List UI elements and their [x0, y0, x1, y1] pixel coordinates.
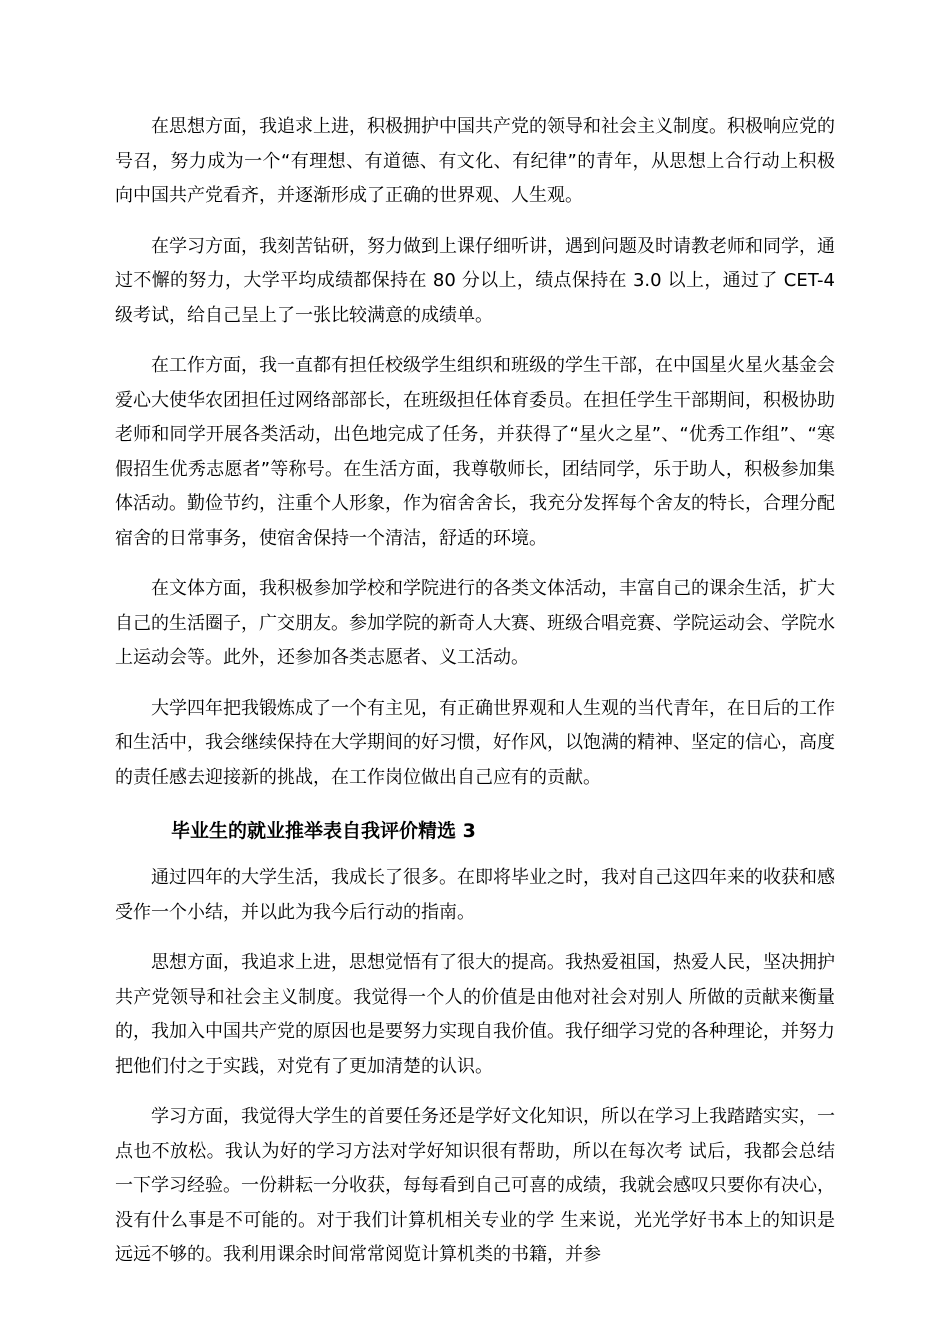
section-heading: 毕业生的就业推举表自我评价精选 3 — [171, 820, 476, 842]
document-body — [115, 110, 835, 1289]
paragraph-thought: 在思想方面，我追求上进，积极拥护中国共产党的领导和社会主义制度。积极响应党的号召，努力成为一个“有理想、有道德、有文化、有纪律”的青年，从思想上合行动上积极向中国共产党看齐，并逐渐形成了正确的世界观、人生观。 — [115, 116, 835, 206]
paragraph-study: 在学习方面，我刻苦钻研，努力做到上课仔细听讲，遇到问题及时请教老师和同学，通过不懈的努力，大学平均成绩都保持在 80 分以上，绩点保持在 3.0 以上，通过了 CET-4 级考试，给自己呈上了一张比较满意的成绩单。 — [115, 235, 835, 326]
paragraph-intro: 通过四年的大学生活，我成长了很多。在即将毕业之时，我对自己这四年来的收获和感受作一个小结，并以此为我今后行动的指南。 — [115, 867, 835, 923]
paragraph-learning: 学习方面，我觉得大学生的首要任务还是学好文化知识，所以在学习上我踏踏实实，一点也不放松。我认为好的学习方法对学好知识很有帮助，所以在每次考 试后，我都会总结一下学习经验。一份耕耘一分收获，每每看到自己可喜的成绩，我就会感叹只要你有决心，没有什么事是不可能的。对于我们计算机相关专业的学 生来说，光光学好书本上的知识是远远不够的。我利用课余时间常常阅览计算机类的书籍，并参 — [115, 1106, 835, 1265]
paragraph-work: 在工作方面，我一直都有担任校级学生组织和班级的学生干部，在中国星火星火基金会爱心大使华农团担任过网络部部长，在班级担任体育委员。在担任学生干部期间，积极协助老师和同学开展各类活动，出色地完成了任务，并获得了“星火之星”、“优秀工作组”、“寒假招生优秀志愿者”等称号。在生活方面，我尊敬师长，团结同学，乐于助人，积极参加集体活动。勤俭节约，注重个人形象，作为宿舍舍长，我充分发挥每个舍友的特长，合理分配宿舍的日常事务，使宿舍保持一个清洁，舒适的环境。 — [115, 355, 835, 549]
paragraph-culture-sports: 在文体方面，我积极参加学校和学院进行的各类文体活动，丰富自己的课余生活，扩大自己的生活圈子，广交朋友。参加学院的新奇人大赛、班级合唱竞赛、学院运动会、学院水上运动会等。此外，还参加各类志愿者、义工活动。 — [115, 578, 835, 668]
paragraph-summary: 大学四年把我锻炼成了一个有主见，有正确世界观和人生观的当代青年，在日后的工作和生活中，我会继续保持在大学期间的好习惯，好作风，以饱满的精神、坚定的信心，高度的责任感去迎接新的挑战，在工作岗位做出自己应有的贡献。 — [115, 697, 835, 788]
paragraph-ideology: 思想方面，我追求上进，思想觉悟有了很大的提高。我热爱祖国，热爱人民，坚决拥护共产党领导和社会主义制度。我觉得一个人的价值是由他对社会对别人 所做的贡献来衡量的，我加入中国共产党的原因也是要努力实现自我价值。我仔细学习党的各种理论，并努力把他们付之于实践，对党有了更加清楚的认识。 — [115, 952, 835, 1077]
